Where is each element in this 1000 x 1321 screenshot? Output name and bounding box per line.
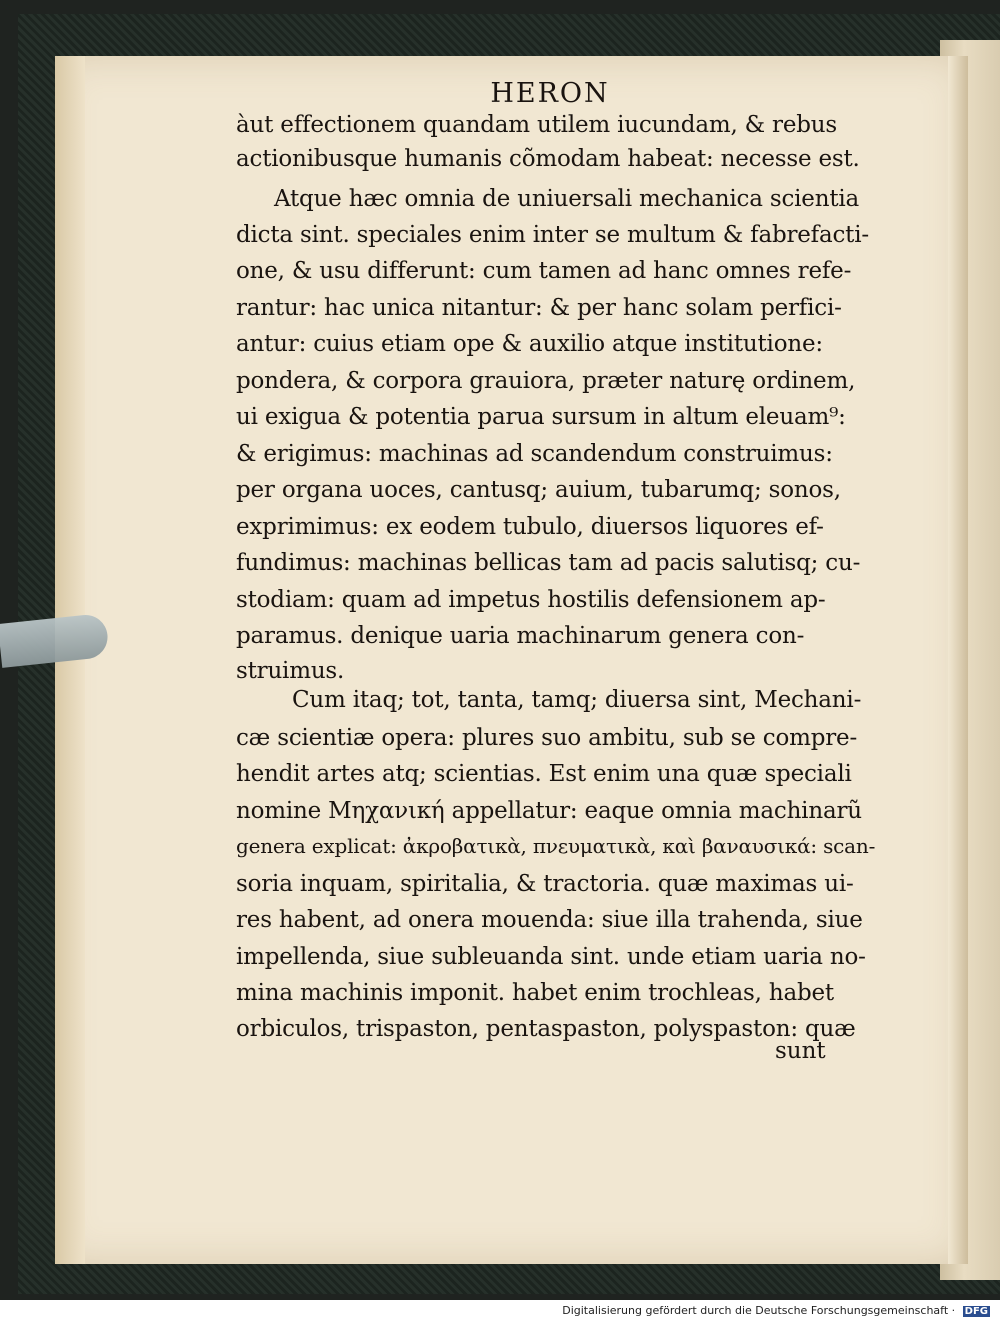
text-line: & erigimus: machinas ad scandendum construimus:	[236, 441, 833, 467]
text-line: pondera, & corpora grauiora, præter naturę ordinem,	[236, 368, 856, 394]
text-line: per organa uoces, cantusq; auium, tubarumq; sonos,	[236, 477, 841, 503]
text-line: cæ scientiæ opera: plures suo ambitu, sub se compre-	[236, 725, 858, 751]
page-fold	[948, 56, 968, 1264]
footer-attribution	[562, 1304, 990, 1317]
text-line: antur: cuius etiam ope & auxilio atque institutione:	[236, 331, 823, 357]
text-line: struimus.	[236, 658, 345, 684]
text-line: Atque hæc omnia de uniuersali mechanica scientia	[274, 186, 860, 212]
text-line: àut effectionem quandam utilem iucundam, & rebus	[236, 112, 837, 138]
footer-text: Digitalisierung gefördert durch die Deutsche Forschungsgemeinschaft ·	[562, 1304, 956, 1317]
text-line: nomine Μηχανική appellatur: eaque omnia machinarũ	[236, 798, 862, 824]
text-line: orbiculos, trispaston, pentaspaston, polyspaston: quæ	[236, 1016, 856, 1042]
text-line: stodiam: quam ad impetus hostilis defensionem ap-	[236, 587, 826, 613]
text-line: exprimimus: ex eodem tubulo, diuersos liquores ef-	[236, 514, 824, 540]
dfg-logo: DFG	[964, 1306, 988, 1317]
catchword: sunt	[775, 1038, 826, 1064]
text-line: mina machinis imponit. habet enim trochleas, habet	[236, 980, 834, 1006]
text-line: impellenda, siue subleuanda sint. unde etiam uaria no-	[236, 944, 866, 970]
text-line: paramus. denique uaria machinarum genera con-	[236, 623, 805, 649]
text-line: fundimus: machinas bellicas tam ad pacis salutisq; cu-	[236, 550, 861, 576]
text-line: hendit artes atq; scientias. Est enim una quæ speciali	[236, 761, 852, 787]
text-line: res habent, ad onera mouenda: siue illa trahenda, siue	[236, 907, 863, 933]
text-line: one, & usu differunt: cum tamen ad hanc omnes refe-	[236, 258, 852, 284]
text-line: rantur: hac unica nitantur: & per hanc solam perfici-	[236, 295, 842, 321]
text-line: genera explicat: ἀκροβατικὰ, πνευματικὰ, καὶ βαναυσικά: scan-	[236, 834, 876, 858]
text-line: actionibusque humanis cõmodam habeat: necesse est.	[236, 146, 860, 172]
text-line: dicta sint. speciales enim inter se multum & fabrefacti-	[236, 222, 869, 248]
running-head: HERON	[490, 78, 610, 109]
text-line: soria inquam, spiritalia, & tractoria. quæ maximas ui-	[236, 871, 854, 897]
text-line: ui exigua & potentia parua sursum in altum eleuam⁹:	[236, 404, 846, 430]
text-line: Cum itaq; tot, tanta, tamq; diuersa sint, Mechani-	[292, 687, 862, 713]
